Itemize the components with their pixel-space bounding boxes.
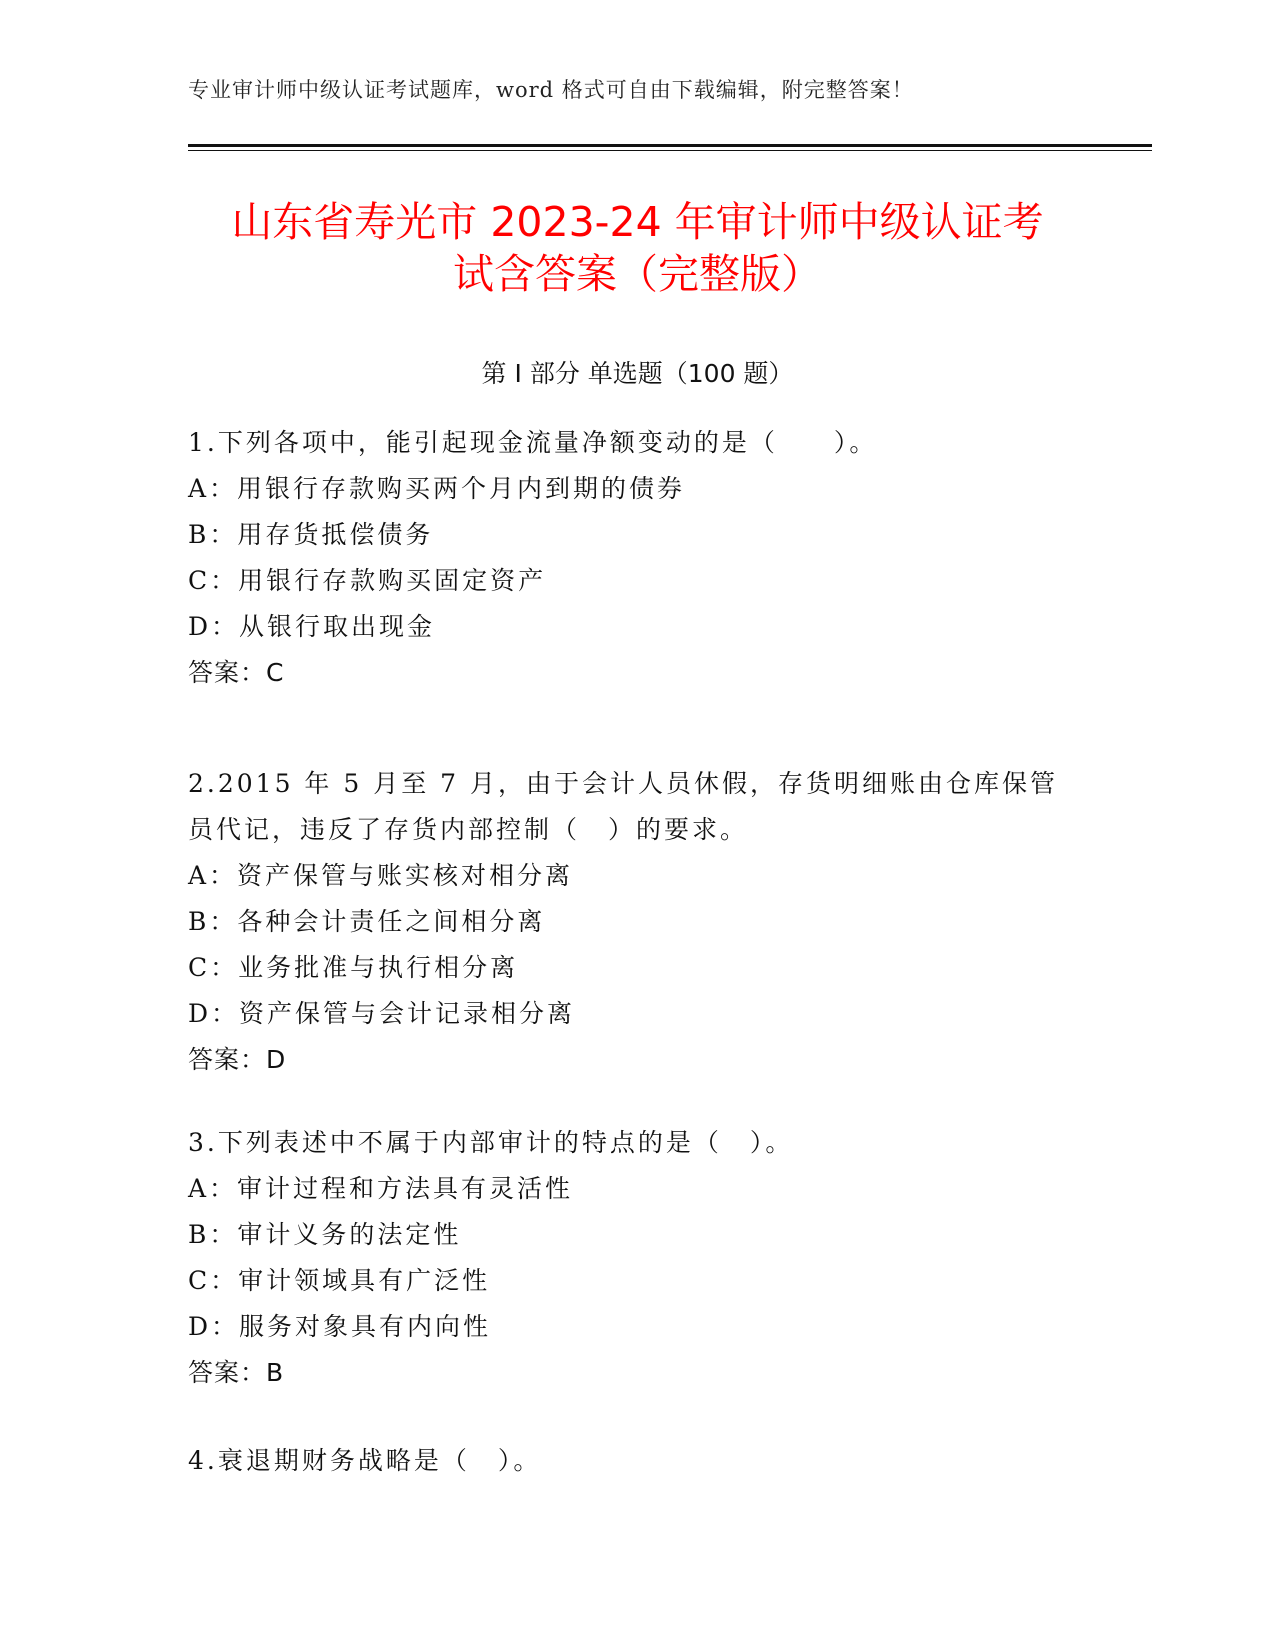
question-1 [188,420,1088,696]
option-d: D：从银行取出现金 [188,612,436,641]
question-2 [188,761,1068,1083]
answer: 答案：B [188,1358,285,1387]
answer: 答案：C [188,658,285,687]
section-title: 第 I 部分 单选题（100 题） [481,359,794,388]
header-rule-thick [188,144,1152,147]
question-text: 1.下列各项中，能引起现金流量净额变动的是（ ）。 [188,428,878,457]
document-title [140,196,1135,300]
option-c: C：审计领域具有广泛性 [188,1266,491,1295]
option-a: A：资产保管与账实核对相分离 [188,861,574,890]
option-c: C：业务批准与执行相分离 [188,953,519,982]
question-text: 4.衰退期财务战略是（ ）。 [188,1446,542,1475]
option-d: D：服务对象具有内向性 [188,1312,492,1341]
option-a: A：审计过程和方法具有灵活性 [188,1174,574,1203]
question-3 [188,1120,1088,1396]
header-note: 专业审计师中级认证考试题库，word 格式可自由下载编辑，附完整答案！ [188,78,914,102]
title-line-1: 山东省寿光市 2023-24 年审计师中级认证考 [231,198,1044,246]
option-d: D：资产保管与会计记录相分离 [188,999,576,1028]
question-text: 2.2015 年 5 月至 7 月，由于会计人员休假，存货明细账由仓库保管员代记，违反了存货内部控制（ ）的要求。 [188,769,1059,844]
option-b: B：各种会计责任之间相分离 [188,907,546,936]
option-b: B：审计义务的法定性 [188,1220,462,1249]
title-line-2: 试含答案（完整版） [453,250,822,298]
option-a: A：用银行存款购买两个月内到期的债券 [188,474,686,503]
question-text: 3.下列表述中不属于内部审计的特点的是（ ）。 [188,1128,794,1157]
header-rule-thin [188,150,1152,151]
question-4 [188,1438,1088,1484]
answer: 答案：D [188,1045,287,1074]
option-b: B：用存货抵偿债务 [188,520,434,549]
option-c: C：用银行存款购买固定资产 [188,566,547,595]
